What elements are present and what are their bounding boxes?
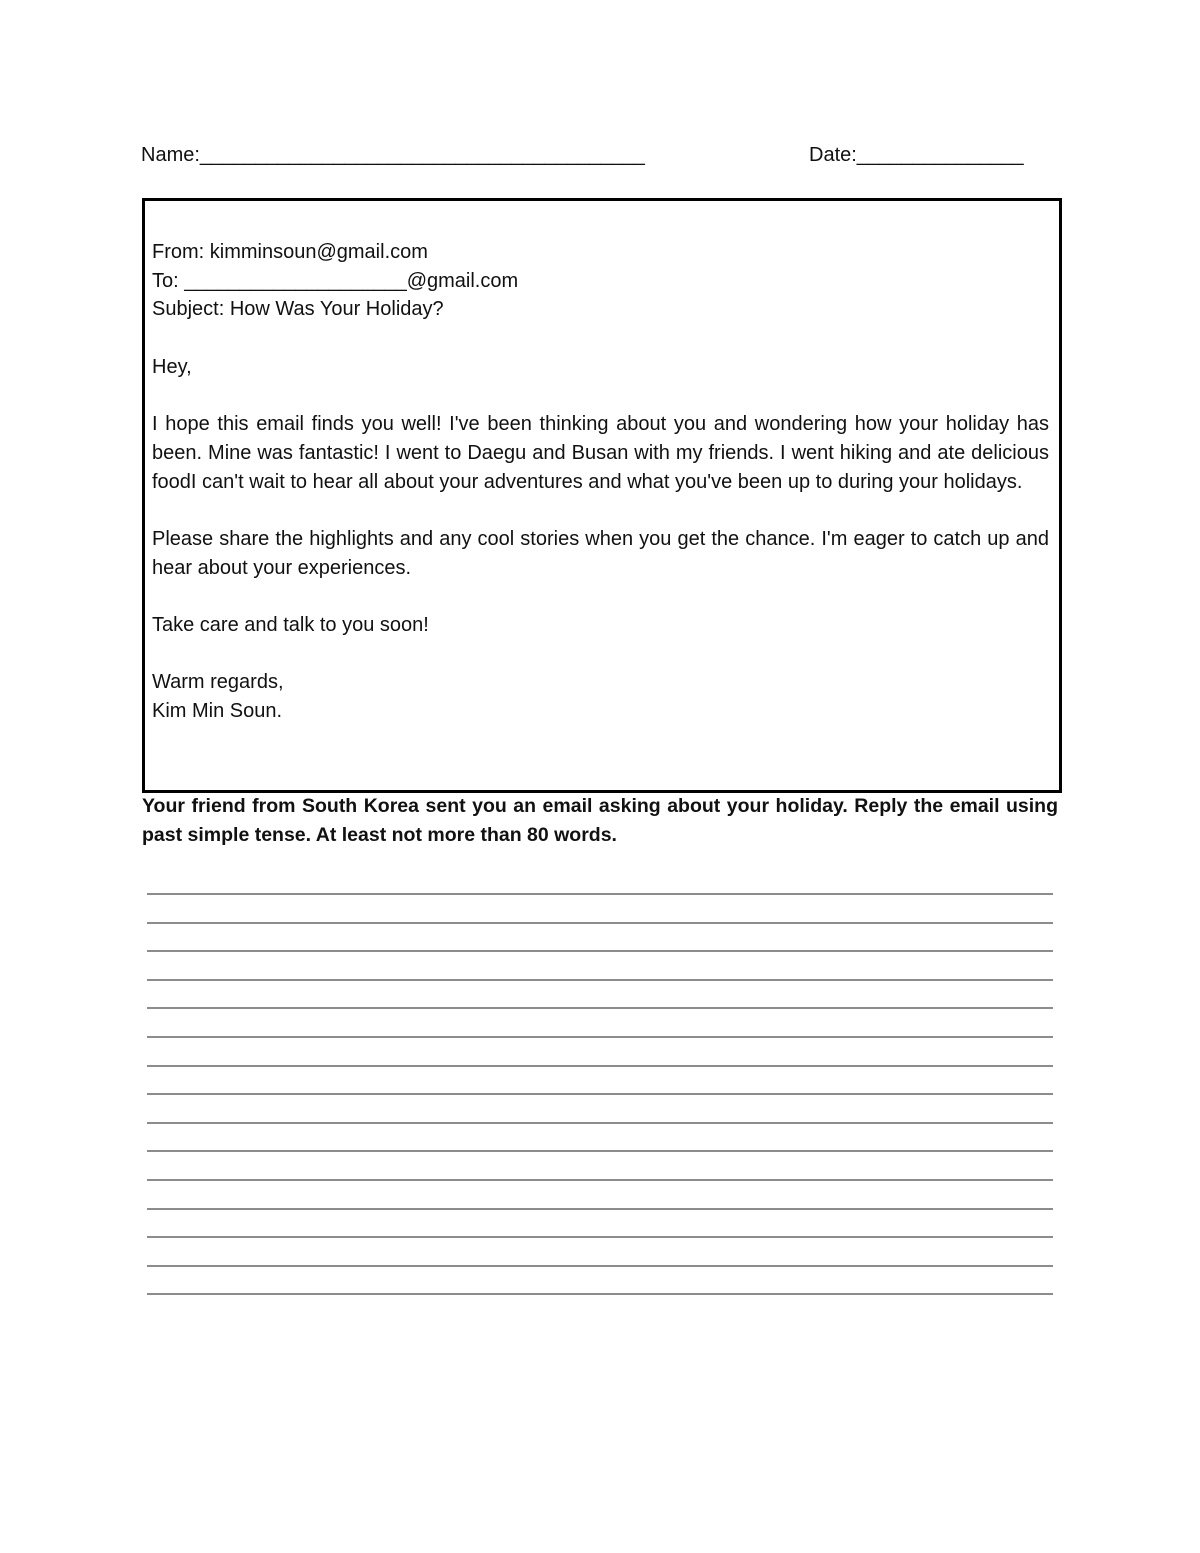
writing-line[interactable]: [147, 979, 1053, 981]
spacer: [152, 382, 1049, 411]
email-greeting: Hey,: [152, 355, 192, 378]
email-subject: Subject: How Was Your Holiday?: [152, 298, 444, 321]
writing-line[interactable]: [147, 1007, 1053, 1009]
spacer: [152, 324, 1049, 353]
email-paragraph-3: Take care and talk to you soon!: [152, 614, 429, 637]
spacer: [152, 582, 1049, 611]
writing-line[interactable]: [147, 1236, 1053, 1238]
writing-line[interactable]: [147, 1150, 1053, 1152]
writing-line[interactable]: [147, 950, 1053, 952]
instructions: Your friend from South Korea sent you an email asking about your holiday. Reply the email using past simple tense. At least not more than 80 words.: [142, 795, 1058, 846]
writing-line[interactable]: [147, 1122, 1053, 1124]
date-field[interactable]: Date:_______________: [809, 144, 1024, 166]
spacer: [152, 496, 1049, 525]
email-from: From: kimminsoun@gmail.com: [152, 241, 428, 263]
email-content: [152, 238, 1049, 726]
writing-line[interactable]: [147, 1093, 1053, 1095]
writing-line[interactable]: [147, 1065, 1053, 1067]
writing-line[interactable]: [147, 1179, 1053, 1181]
writing-line[interactable]: [147, 893, 1053, 895]
email-paragraph-1: I hope this email finds you well! I've been thinking about you and wondering how your holiday has been. Mine was fantastic! I went to Daegu and Busan with my friends. I went hiking and ate delicious foodI can't wait to hear all about your adventures and what you've been up to during your holidays.: [152, 413, 1049, 493]
email-box: [142, 198, 1062, 793]
writing-line[interactable]: [147, 922, 1053, 924]
email-closing: Warm regards,: [152, 671, 284, 694]
writing-line[interactable]: [147, 1293, 1053, 1295]
writing-line[interactable]: [147, 1208, 1053, 1210]
spacer: [152, 640, 1049, 669]
writing-line[interactable]: [147, 1036, 1053, 1038]
email-paragraph-2: Please share the highlights and any cool stories when you get the chance. I'm eager to catch up and hear about your experiences.: [152, 527, 1049, 579]
name-field[interactable]: Name:________________________________________: [141, 144, 645, 166]
header-row: [141, 141, 1056, 169]
writing-line[interactable]: [147, 1265, 1053, 1267]
email-to[interactable]: To: ____________________@gmail.com: [152, 269, 519, 292]
email-signature: Kim Min Soun.: [152, 700, 283, 723]
